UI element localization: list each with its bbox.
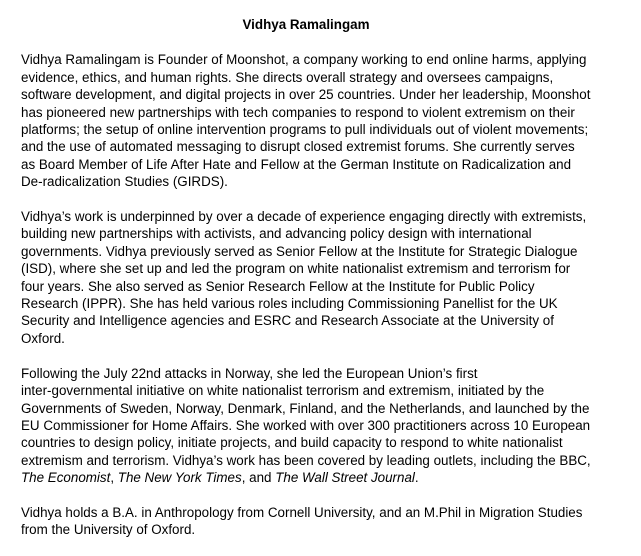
period: . [414,470,419,486]
text-line: has pioneered new partnerships with tech companies to respond to violent extremism on their [21,104,575,120]
text-line: countries to design policy, initiate projects, and build capacity to respond to white nationalist [21,435,563,451]
text-line: Security and Intelligence agencies and ESRC and Research Associate at the University of [21,313,554,329]
text-line: Vidhya holds a B.A. in Anthropology from Cornell University, and an M.Phil in Migration Studies [21,504,583,520]
text-line: EU Commissioner for Home Affairs. She worked with over 300 practitioners across 10 European [21,417,591,433]
outlet-economist: The Economist [21,470,111,486]
paragraph-education [21,504,621,539]
text-line: as Board Member of Life After Hate and Fellow at the German Institute on Radicalization and [21,156,572,172]
separator: , [110,470,118,486]
text-line: governments. Vidhya previously served as Senior Fellow at the Institute for Strategic Dialogue [21,243,578,259]
text-line: Governments of Sweden, Norway, Denmark, Finland, and the Netherlands, and launched by the [21,400,590,416]
paragraph-intro [21,51,621,190]
paragraph-eu-initiative [21,365,621,487]
text-line: software development, and digital projects in over 25 countries. Under her leadership, Moonshot [21,87,591,103]
text-line: from the University of Oxford. [21,522,196,538]
text-line: Research (IPPR). She has held various roles including Commissioning Panellist for the UK [21,296,558,312]
separator: , and [241,470,276,486]
text-line: inter-governmental initiative on white nationalist terrorism and extremism, initiated by the [21,383,545,399]
document-title: Vidhya Ramalingam [242,17,370,32]
text-line: Following the July 22nd attacks in Norway, she led the European Union’s first [21,365,478,381]
text-line-outlets [21,469,621,486]
text-line: evidence, ethics, and human rights. She directs overall strategy and oversees campaigns, [21,69,554,85]
text-line: Vidhya Ramalingam is Founder of Moonshot, a company working to end online harms, applying [21,52,587,68]
text-line: extremism and terrorism. Vidhya’s work has been covered by leading outlets, including the BBC, [21,452,591,468]
text-line: and the use of automated messaging to disrupt closed extremist forums. She currently serves [21,139,575,155]
document [21,16,621,556]
paragraph-experience [21,208,621,347]
text-line: Vidhya’s work is underpinned by over a decade of experience engaging directly with extremists, [21,209,587,225]
text-line: four years. She also served as Senior Research Fellow at the Institute for Public Policy [21,278,535,294]
outlet-nyt: The New York Times [117,470,242,486]
text-line: building new partnerships with activists, and advancing policy design with international [21,226,532,242]
text-line: De-radicalization Studies (GIRDS). [21,174,228,190]
outlet-wsj: The Wall Street Journal [275,470,415,486]
text-line: (ISD), where she set up and led the program on white nationalist extremism and terrorism for [21,261,571,277]
text-line: Oxford. [21,330,65,346]
text-line: platforms; the setup of online intervention programs to pull individuals out of violent movements; [21,122,589,138]
